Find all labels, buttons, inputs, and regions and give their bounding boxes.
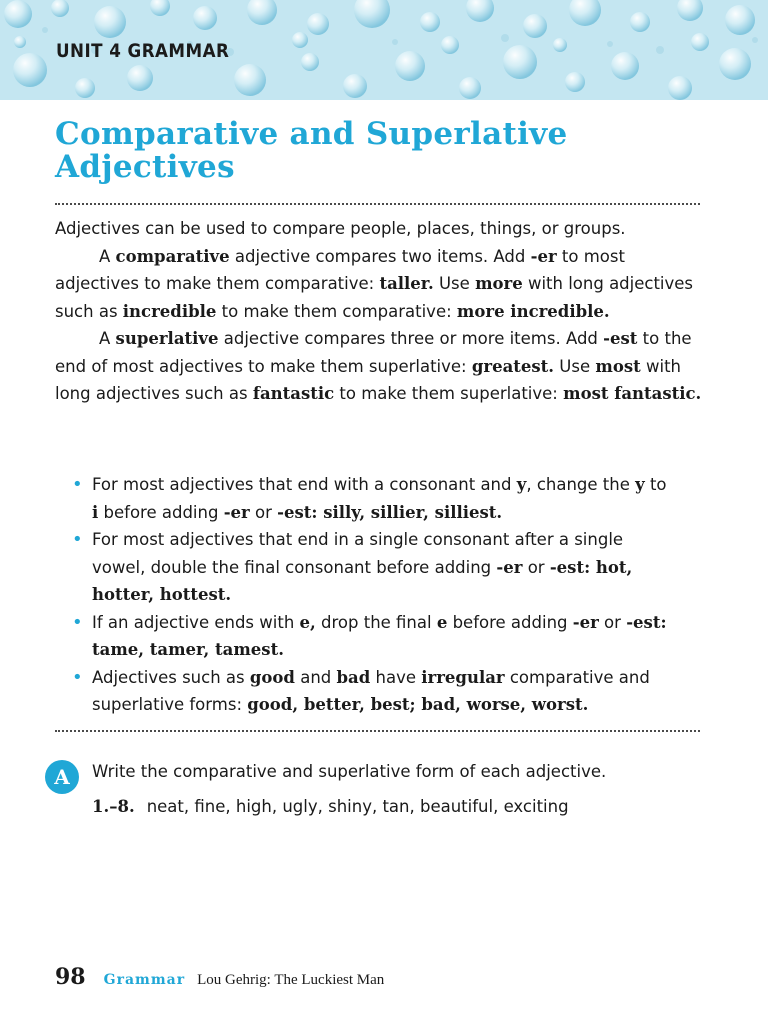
bottom-divider — [55, 730, 700, 732]
list-item: • For most adjectives that end with a consonant and y, change the y to i before adding -er or -est: silly, sillier, silliest. — [72, 471, 672, 526]
header-banner — [0, 0, 768, 100]
list-item: • For most adjectives that end in a single consonant after a single vowel, double the final consonant before adding -er or -est: hot, hotter, hottest. — [72, 526, 672, 609]
bullet-icon: • — [72, 529, 83, 550]
page-number: 98 — [55, 964, 86, 990]
intro-text — [55, 215, 705, 408]
intro-paragraph-comparative: A comparative adjective compares two items. Add -er to most adjectives to make them comparative: taller. Use more with long adjectives such as incredible to make them comparative: more incredible. — [55, 246, 694, 321]
exercise-badge: A — [45, 760, 79, 794]
intro-paragraph-1: Adjectives can be used to compare people, places, things, or groups. — [55, 219, 626, 238]
title-line-2: Adjectives — [55, 149, 235, 185]
exercise-number: 1.–8. — [92, 797, 135, 816]
intro-paragraph-superlative: A superlative adjective compares three or more items. Add -est to the end of most adjectives to make them superlative: greatest. Use most with long adjectives such as fantastic to make them superlative: most fantastic. — [55, 329, 702, 403]
bullet-icon: • — [72, 611, 83, 633]
rules-list — [72, 471, 672, 719]
unit-label: UNIT 4 GRAMMAR — [56, 40, 230, 62]
page-title — [55, 118, 735, 184]
page-footer — [55, 964, 384, 990]
exercise-instruction: Write the comparative and superlative form of each adjective. — [92, 762, 607, 781]
list-item: • If an adjective ends with e, drop the final e before adding -er or -est: tame, tamer, tamest. — [72, 609, 672, 664]
bullet-icon: • — [72, 474, 83, 495]
exercise-words: neat, fine, high, ugly, shiny, tan, beautiful, exciting — [146, 797, 569, 816]
exercise-items — [92, 797, 569, 816]
top-divider — [55, 203, 700, 205]
footer-section: Grammar — [103, 972, 186, 988]
bullet-icon: • — [72, 666, 83, 688]
list-item: • Adjectives such as good and bad have irregular comparative and superlative forms: good, better, best; bad, worse, worst. — [72, 664, 672, 719]
title-line-1: Comparative and Superlative — [55, 116, 568, 152]
footer-story-title: Lou Gehrig: The Luckiest Man — [197, 972, 385, 988]
